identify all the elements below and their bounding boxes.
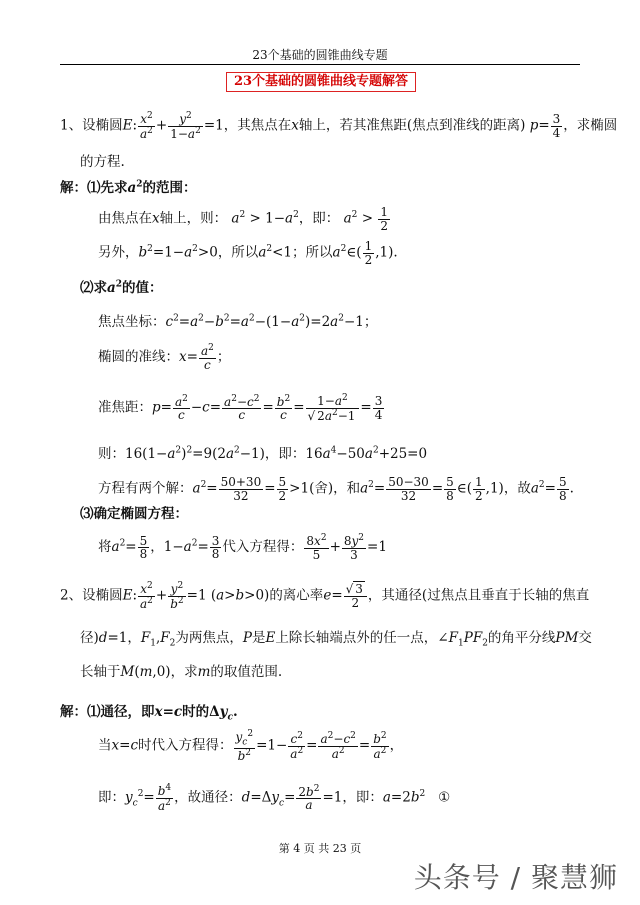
sol1-directrix-line: 椭圆的准线：x= $\frac{a^2}{c}$ ； bbox=[98, 343, 231, 372]
sol1-two-solutions: 方程有两个解：$a^2=$ $\frac{50+30}{32}$ = $\frac{5}{2}$ >1(舍)，和$a^2=$ $\frac{50-30}{32}$ = $\frac{5}{8}$ ∈( $\frac{1}{2}$ ,1)，故$a^2=$ $\frac{5}{8}$ . bbox=[98, 475, 574, 503]
problem-2-statement: 2、设椭圆E: $\frac{x^2}{a^2}$ + $\frac{y^2}{b^2}$ =1 (a>b>0)的离心率e= $\frac{√ 3}{2}$ ，其通径(过焦点且垂直于长轴的焦直 bbox=[60, 581, 590, 611]
sol1-substitution: 将$a^2=$ $\frac{5}{8}$ ，$1-a^2=$ $\frac{3}{8}$ 代入方程得： $\frac{8x^2}{5}$ + $\frac{8y^2}{3}$ =1 bbox=[98, 533, 387, 562]
sol1-part1-heading: 解：⑴先求$a^2$的范围： bbox=[60, 179, 197, 196]
sol1-focus-line: 焦点坐标：$c^2=a^2-b^2=a^2-(1-a^2)=2a^2-1$； bbox=[98, 313, 378, 330]
sol1-line-2: 另外，$b^2=1-a^2>0$，所以$a^2<1$；所以$a^2\in$( $\frac{1}{2}$ ,1). bbox=[98, 239, 398, 267]
watermark-text: 头条号 / 聚慧狮 bbox=[413, 861, 618, 894]
page-footer: 第 4 页 共 23 页 bbox=[278, 842, 362, 855]
problem-2-statement-line2: 径)d=1，$F_1,F_2$为两焦点，P是E上除长轴端点外的任一点，$\angle F_1PF_2$的角平分线PM交 bbox=[80, 630, 592, 649]
page-title: 23个基础的圆锥曲线专题解答 bbox=[226, 72, 416, 92]
sol2-substitution: 当x=c时代入方程得： $\frac{y_c^2}{b^2}$ =1− $\frac{c^2}{a^2}$ = $\frac{a^2-c^2}{a^2}$ = $\frac{b^2}{a^2}$ ， bbox=[98, 729, 404, 763]
sol1-part2-heading: ⑵求$a^2$的值： bbox=[80, 279, 163, 296]
problem-1-statement-cont: 的方程. bbox=[80, 154, 125, 170]
problem-1-statement: 1、设椭圆E: $\frac{x^2}{a^2}$ + $\frac{y^2}{1-a^2}$ =1，其焦点在x轴上，若其准焦距(焦点到准线的距离) p= $\frac{3}{4}$ ，求椭圆 bbox=[60, 111, 618, 141]
sol1-part3-heading: ⑶确定椭圆方程： bbox=[80, 506, 188, 522]
sol2-part1-heading: 解：⑴通径，即x=c时的$\Delta y_c$. bbox=[60, 704, 238, 723]
problem-2-statement-line3: 长轴于M(m,0)，求m的取值范围. bbox=[80, 664, 283, 680]
sol1-focal-distance: 准焦距：p= $\frac{a^2}{c}$ −c= $\frac{a^2-c^2}{c}$ = $\frac{b^2}{c}$ = $\frac{1-a^2}{√ 2a^2-1}$ = $\frac{3}{4}$ bbox=[98, 393, 383, 423]
sol2-latus-rectum: 即：$y_c^2=$ $\frac{b^4}{a^2}$ ，故通径：$d=\Delta y_c=$ $\frac{2b^2}{a}$ =1，即：$a=2b^2$ ① bbox=[98, 783, 451, 813]
sol1-equation-line: 则：$16(1-a^2)^2=9(2a^2-1)$，即：$16a^4-50a^2+25=0$ bbox=[98, 445, 428, 462]
sol1-line-1: 由焦点在x轴上，则： $a^2 > 1-a^2$，即： $a^2$ > $\frac{1}{2}$ bbox=[98, 205, 388, 233]
page-header: 23个基础的圆锥曲线专题 bbox=[252, 48, 388, 62]
header-rule bbox=[60, 64, 580, 65]
